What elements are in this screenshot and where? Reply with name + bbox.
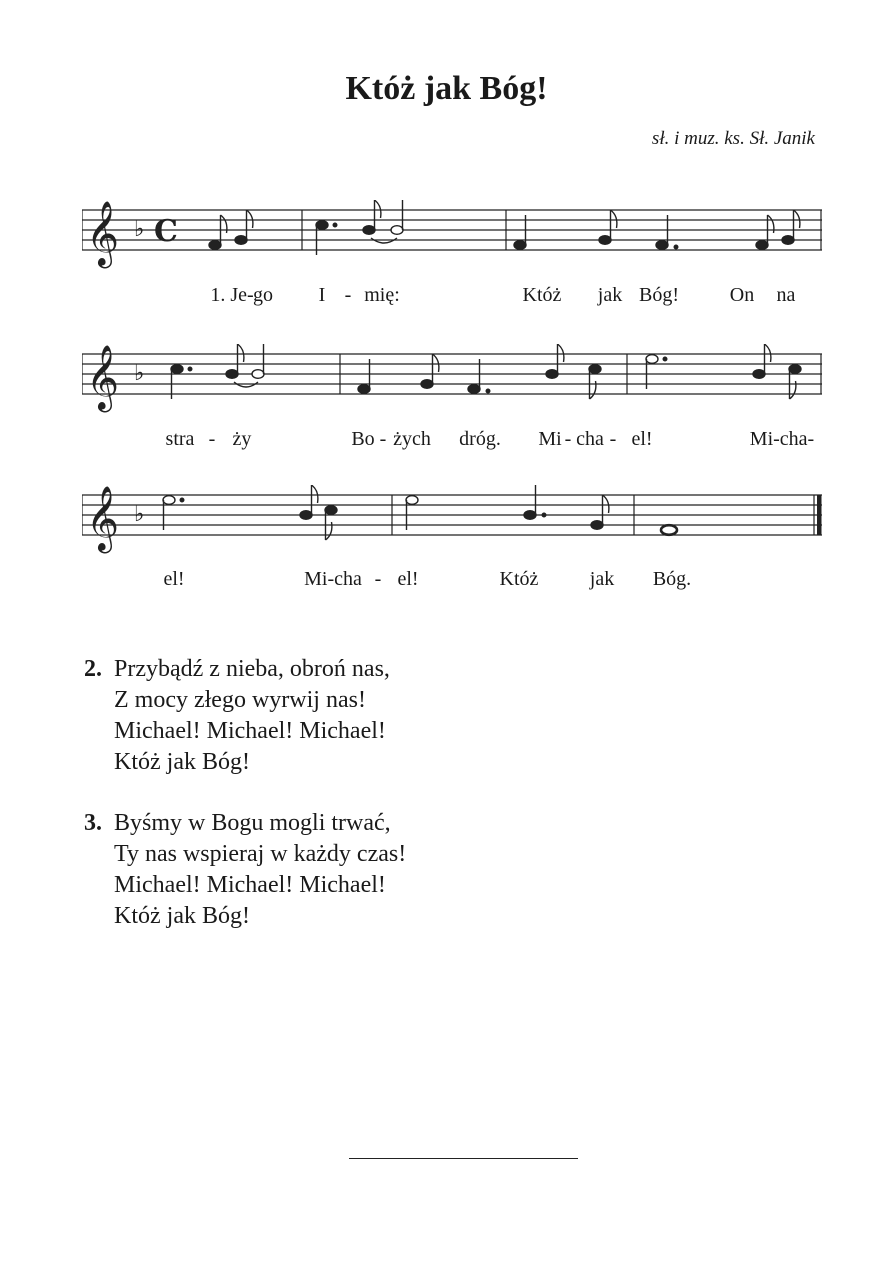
lyric-syllable: - xyxy=(379,428,387,450)
treble-clef-icon: 𝄞 xyxy=(86,201,120,266)
lyric-syllable: Któż xyxy=(522,284,562,306)
lyric-syllable: - xyxy=(609,428,617,450)
staff-system-1 xyxy=(82,200,822,280)
treble-clef-icon: 𝄞 xyxy=(86,345,120,410)
verse-number: 2. xyxy=(84,656,102,682)
lyric-syllable: - xyxy=(374,568,382,590)
lyric-syllable: mię: xyxy=(364,284,400,306)
verse-3 xyxy=(84,808,406,932)
verse-line: Któż jak Bóg! xyxy=(114,749,250,775)
lyric-syllable: dróg. xyxy=(459,428,501,450)
staff-system-2 xyxy=(82,344,822,424)
final-barline xyxy=(817,495,822,535)
verse-line xyxy=(84,808,406,839)
lyric-syllable: Bóg. xyxy=(652,568,692,590)
song-credit: sł. i muz. ks. Sł. Janik xyxy=(651,128,815,149)
lyric-syllable: Któż xyxy=(499,568,539,590)
staff-system-3 xyxy=(82,485,822,565)
lyric-syllable: Mi xyxy=(538,428,562,450)
song-title: Któż jak Bóg! xyxy=(345,70,548,107)
lyric-syllable: On xyxy=(729,284,755,306)
staff-notation-2 xyxy=(82,344,822,424)
verse-line xyxy=(84,654,390,685)
verse-line-text: Byśmy w Bogu mogli trwać, xyxy=(114,810,391,836)
lyric-syllable: el! xyxy=(397,568,419,590)
lyrics-row-2 xyxy=(82,428,822,454)
verse-line: Michael! Michael! Michael! xyxy=(114,872,386,898)
verse-line: Michael! Michael! Michael! xyxy=(114,718,386,744)
lyrics-row-1 xyxy=(82,284,822,310)
lyric-syllable: go xyxy=(253,284,273,306)
lyric-syllable: - xyxy=(208,428,216,450)
flat-icon: ♭ xyxy=(134,217,145,242)
lyric-syllable: cha xyxy=(576,428,604,450)
lyric-syllable: el! xyxy=(631,428,653,450)
flat-icon: ♭ xyxy=(134,502,145,527)
lyrics-row-3 xyxy=(82,568,822,594)
lyric-syllable: żych xyxy=(393,428,431,450)
lyric-syllable: jak xyxy=(597,284,623,306)
lyric-syllable: I xyxy=(318,284,326,306)
treble-clef-icon: 𝄞 xyxy=(86,486,120,551)
lyric-syllable: Bóg! xyxy=(639,284,679,306)
lyric-syllable: - xyxy=(344,284,352,306)
verse-number: 3. xyxy=(84,810,102,836)
verse-line: Któż jak Bóg! xyxy=(114,903,250,929)
lyric-syllable: Bo xyxy=(351,428,375,450)
lyric-syllable: ży xyxy=(232,428,252,450)
lyric-syllable: Mi-cha xyxy=(304,568,362,590)
lyric-syllable: na xyxy=(776,284,796,306)
footer-rule xyxy=(349,1158,578,1159)
verse-2 xyxy=(84,654,390,778)
staff-notation-3 xyxy=(82,485,822,565)
verse-line: Ty nas wspieraj w każdy czas! xyxy=(114,841,407,867)
verse-line: Z mocy złego wyrwij nas! xyxy=(114,687,366,713)
flat-icon: ♭ xyxy=(134,361,145,386)
lyric-syllable: Mi-cha- xyxy=(749,428,815,450)
lyric-syllable: el! xyxy=(163,568,185,590)
lyric-syllable: stra xyxy=(165,428,195,450)
lyric-syllable: jak xyxy=(589,568,615,590)
verse-line-text: Przybądź z nieba, obroń nas, xyxy=(114,656,390,682)
lyric-syllable: 1. Je- xyxy=(210,284,254,306)
lyric-syllable: - xyxy=(564,428,572,450)
common-time-icon: C xyxy=(154,214,178,249)
staff-notation-1 xyxy=(82,200,822,280)
